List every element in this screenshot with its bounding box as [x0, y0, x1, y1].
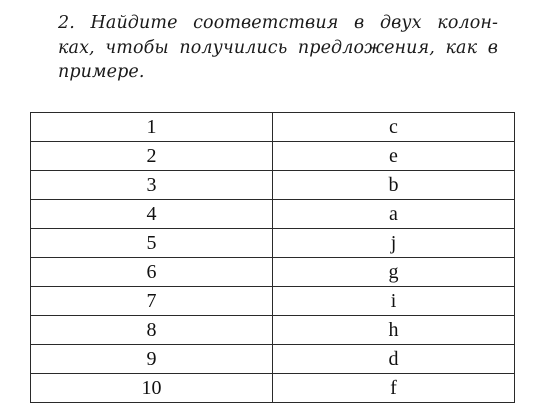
instruction-line-2: ках, чтобы получились предложения, как в	[58, 37, 498, 58]
table-row	[31, 142, 515, 171]
table-row	[31, 287, 515, 316]
number-cell: 4	[31, 200, 273, 229]
table-row	[31, 316, 515, 345]
instruction-line-3: примере.	[58, 62, 145, 82]
number-cell: 8	[31, 316, 273, 345]
number-cell: 5	[31, 229, 273, 258]
table-row	[31, 200, 515, 229]
letter-cell: h	[273, 316, 515, 345]
letter-cell: g	[273, 258, 515, 287]
instruction-line-1	[58, 11, 498, 36]
matching-table	[30, 112, 515, 403]
table-row	[31, 374, 515, 403]
number-cell: 6	[31, 258, 273, 287]
instruction-text-1: Найдите соответствия в двух колон-	[90, 13, 498, 33]
number-cell: 3	[31, 171, 273, 200]
number-cell: 7	[31, 287, 273, 316]
number-cell: 2	[31, 142, 273, 171]
exercise-instruction	[58, 11, 498, 85]
table-row	[31, 345, 515, 374]
letter-cell: j	[273, 229, 515, 258]
letter-cell: i	[273, 287, 515, 316]
letter-cell: b	[273, 171, 515, 200]
letter-cell: d	[273, 345, 515, 374]
number-cell: 9	[31, 345, 273, 374]
table-row	[31, 113, 515, 142]
table-row	[31, 171, 515, 200]
number-cell: 1	[31, 113, 273, 142]
number-cell: 10	[31, 374, 273, 403]
letter-cell: f	[273, 374, 515, 403]
table-row	[31, 258, 515, 287]
letter-cell: a	[273, 200, 515, 229]
table-row	[31, 229, 515, 258]
letter-cell: c	[273, 113, 515, 142]
letter-cell: e	[273, 142, 515, 171]
exercise-number: 2.	[58, 13, 75, 33]
